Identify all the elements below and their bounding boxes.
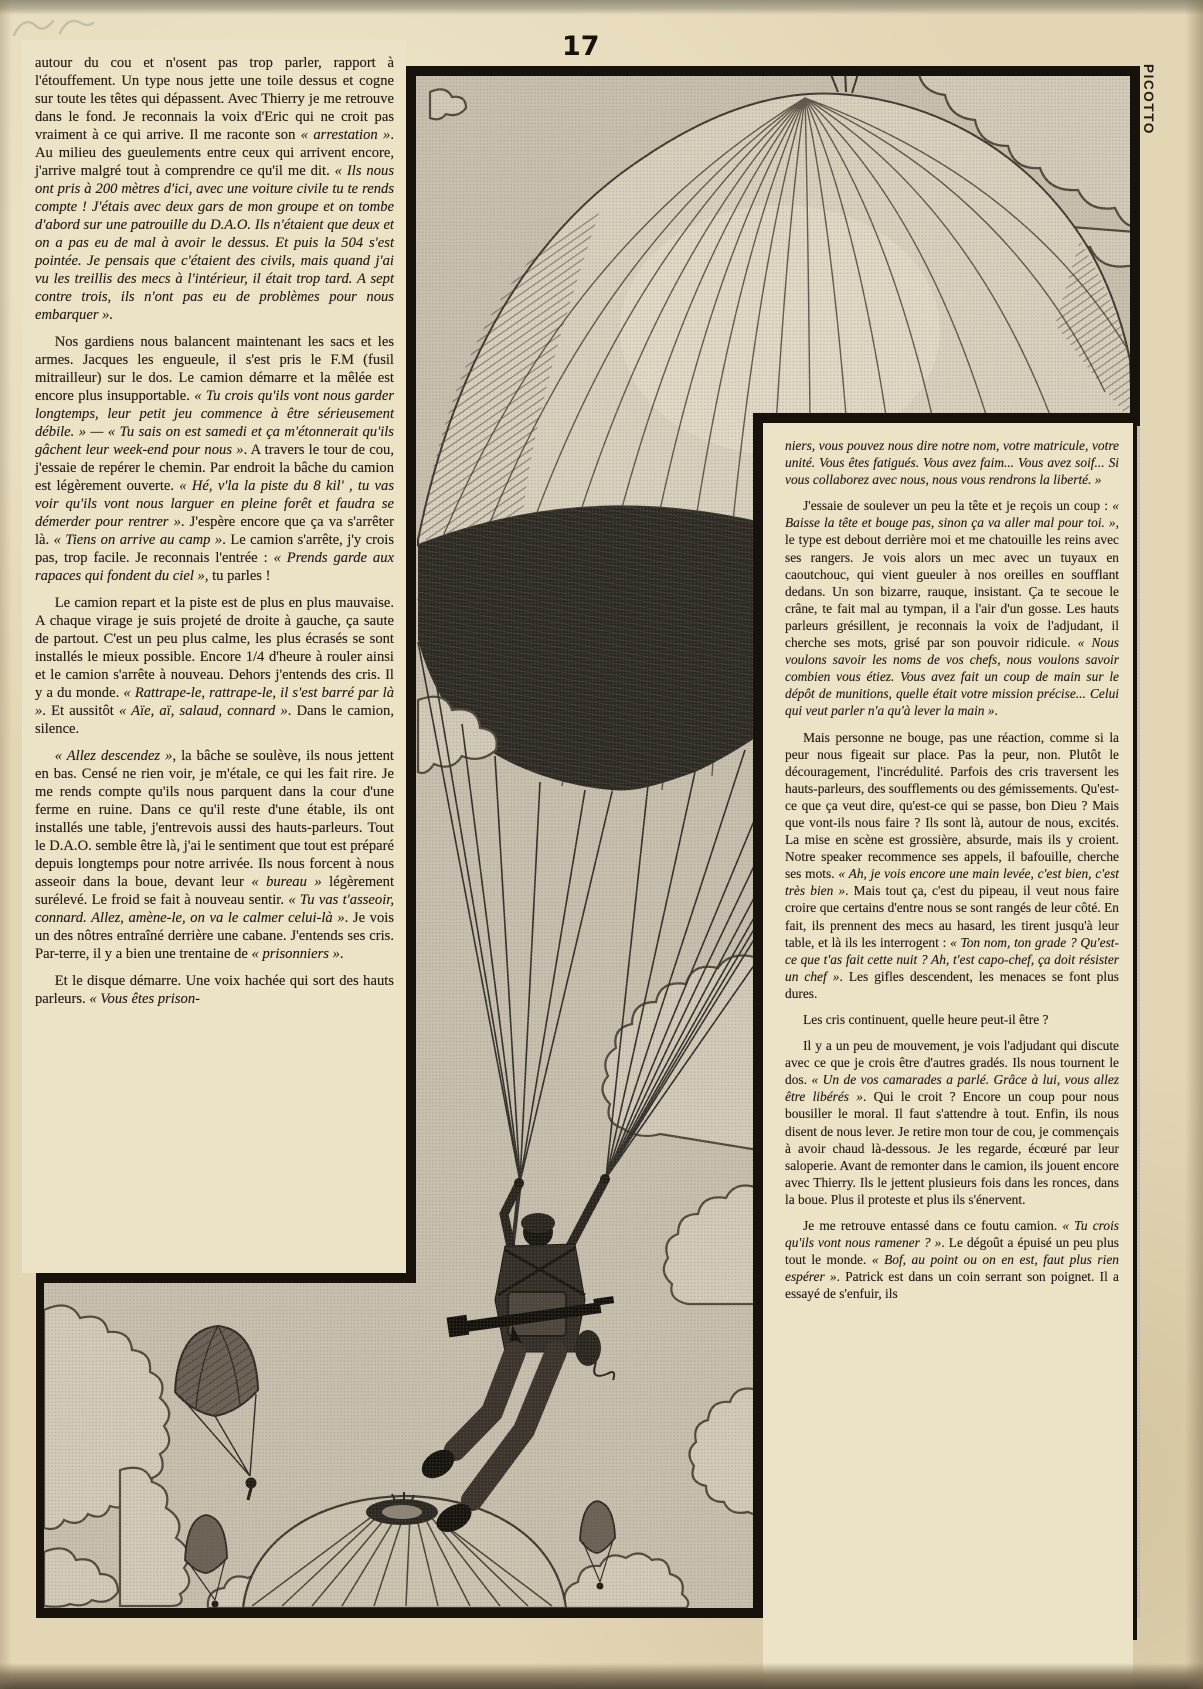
- artist-credit: PICOTTO: [1141, 64, 1156, 135]
- paragraph: Il y a un peu de mouvement, je vois l'adjudant qui discute avec ce que je crois être d'autres gradés. Ils nous tournent le dos. « Un de vos camarades a parlé. Grâce à lui, vous allez être libérés ». Qui le croit ? Encore un coup pour nous bousiller le moral. Il faut s'attendre à tout. Enfin, ils nous disent de nous lever. Je retire mon tour de cou, je commençais à avoir chaud là-dessous. Je les regarde, écœuré par leur saloperie. Avant de remonter dans le camion, ils jouent encore avec Thierry. Ils le jettent plusieurs fois dans les ronces, dans la boue. Plus il proteste et plus ils s'énervent.: [785, 1038, 1119, 1207]
- paragraph: Je me retrouve entassé dans ce foutu camion. « Tu crois qu'ils vont nous ramener ? ». Le dégoût a épuisé un peu plus tout le monde. « Bof, au point ou on en est, faut plus rien espérer ». Patrick est dans un coin serrant son poignet. Il a essayé de s'enfuir, ils: [785, 1218, 1119, 1302]
- paragraph: Nos gardiens nous balancent maintenant les sacs et les armes. Jacques les engueule, il s'est pris le F.M (fusil mitrailleur) sur le dos. Le camion démarre et la mêlée est encore plus insupportable. « Tu crois qu'ils vont nous garder longtemps, leur petit jeu commence à être sérieusement débile. » — « Tu sais on est samedi et ça m'étonnerait qu'ils gâchent leur week-end pour nous ». A travers le tour de cou, j'essaie de repérer le chemin. Par endroit la bâche du camion est légèrement ouverte. « Hé, v'la la piste du 8 kil' , tu vas voir qu'ils vont nous larguer en pleine forêt et faudra se démerder pour rentrer ». J'espère encore que ça va s'arrêter là. « Tiens on arrive au camp ». Le camion s'arrête, j'y crois pas, trop facile. Je reconnais l'entrée : « Prends garde aux rapaces qui fondent du ciel », tu parles !: [35, 334, 395, 584]
- left-text-box: [22, 40, 406, 1273]
- paragraph: Mais personne ne bouge, pas une réaction, comme si la peur nous figeait sur place. Pas la peur, non. Plutôt le découragement, l'incrédulité. Parfois des cris traversent les hauts-parleurs, des soufflements ou des gémissements. Qu'est-ce que ça veut dire, qu'est-ce qui se passe, bon Dieu ? Mais que vont-ils nous faire ? Ils sont là, autour de nous, excités. La mise en scène est grossière, absurde, mais ils y croient. Notre speaker recommence ses appels, il bafouille, cherche ses mots. « Ah, je vois encore une main levée, c'est bien, c'est très bien ». Mais tout ça, c'est du pipeau, il veut nous faire croire que certains d'entre nous se sont rangés de leur côté. En fait, ils prennent des mecs au hasard, les tirent jusqu'à leur table, et là ils les interrogent : « Ton nom, ton grade ? Qu'est-ce que t'as fait cette nuit ? Ah, t'est capo-chef, ça doit résister un chef ». Les gifles descendent, les menaces se font plus dures.: [785, 729, 1120, 1001]
- page-number: 17: [562, 31, 600, 62]
- paragraph: Et le disque démarre. Une voix hachée qui sort des hauts parleurs. « Vous êtes prison-: [35, 973, 394, 1007]
- paragraph: « Allez descendez », la bâche se soulève, ils nous jettent en bas. Censé ne rien voir, je m'étale, ce qui les fait rire. Je me rends compte qu'ils nous parquent dans la cour d'une ferme en ruine. Dans ce qu'il reste d'une étable, ils ont installés une table, j'entrevois aussi des hauts-parleurs. Tout le D.A.O. semble être là, j'ai le sentiment que tout est préparé depuis longtemps pour notre arrivée. Ils nous forcent à nous asseoir dans la boue, devant leur « bureau » légèrement surélevé. Le froid se fait à nouveau sentir. « Tu vas t'asseoir, connard. Allez, amène-le, on va le calmer celui-là ». Je vois un des nôtres entraîné derrière une cabane. J'entends ses cris. Par-terre, il y a bien une trentaine de « prisonniers ».: [35, 748, 394, 962]
- paragraph: Le camion repart et la piste est de plus en plus mauvaise. A chaque virage je suis projeté de droite à gauche, ça saute de partout. C'est un peu plus calme, les plus écrasés se sont installés le mieux possible. Encore 1/4 d'heure à rouler ainsi et le camion s'arrête à nouveau. Dehors j'entends des cris. Il y a du monde. « Rattrape-le, rattrape-le, il s'est barré par là ». Et aussitôt « Aïe, aï, salaud, connard ». Dans le camion, silence.: [35, 595, 394, 737]
- right-text-box: [763, 423, 1133, 1689]
- pencil-scribble: [8, 3, 103, 45]
- left-column-text: [35, 54, 394, 1008]
- right-column-text: [785, 437, 1119, 1303]
- paragraph: autour du cou et n'osent pas trop parler, rapport à l'étouffement. Un type nous jette une toile dessus et cogne sur toute les têtes qui dépassent. Avec Thierry je me retrouve dans le fond. Je reconnais la voix d'Eric qui ne croit pas vraiment à ce qui arrive. Il me raconte son « arrestation ». Au milieu des gueulements entre ceux qui arrivent encore, j'arrive malgré tout à comprendre ce qu'il me dit. « Ils nous ont pris à 200 mètres d'ici, avec une voiture civile tu te rends compte ! J'étais avec deux gars de mon groupe et on tombe d'abord sur une patrouille du D.A.O. Ils n'étaient que deux et on a pas eu de mal à avoir le dessus. Et puis la 504 s'est pointée. Je pensais que c'étaient des civils, mais quand j'ai vu les treillis des mecs à l'intérieur, il était trop tard. A sept contre trois, ils n'ont pas eu de problèmes pour nous embarquer ».: [35, 55, 395, 323]
- paragraph: J'essaie de soulever un peu la tête et je reçois un coup : « Baisse la tête et bouge pas, sinon ça va aller mal pour toi. », le type est debout derrière moi et me chatouille les reins avec ses rangers. Je vois alors un mec avec un tuyaux en caoutchouc, qui vient gueuler à nos oreilles en soufflant dedans. Un son bizarre, rauque, insistant. Ça te secoue le crâne, te fait mal au tympan, il a l'air d'un gosse. Les hauts parleurs grésillent, je reconnais la voix de l'adjudant, il cherche ses mots, grisé par son pouvoir ridicule. « Nous voulons savoir les noms de vos chefs, nous voulons savoir combien vous étiez. Vous avez fait un coup de main sur le dépôt de munitions, quelle était votre mission précise... Celui qui veut parler n'a qu'à lever la main ».: [785, 498, 1120, 719]
- paragraph: niers, vous pouvez nous dire notre nom, votre matricule, votre unité. Vous êtes fatigués. Vous avez faim... Vous avez soif... Si vous collaborez avec nous, nous vous rendrons la liberté. »: [785, 438, 1119, 488]
- paragraph: Les cris continuent, quelle heure peut-il être ?: [803, 1012, 1049, 1027]
